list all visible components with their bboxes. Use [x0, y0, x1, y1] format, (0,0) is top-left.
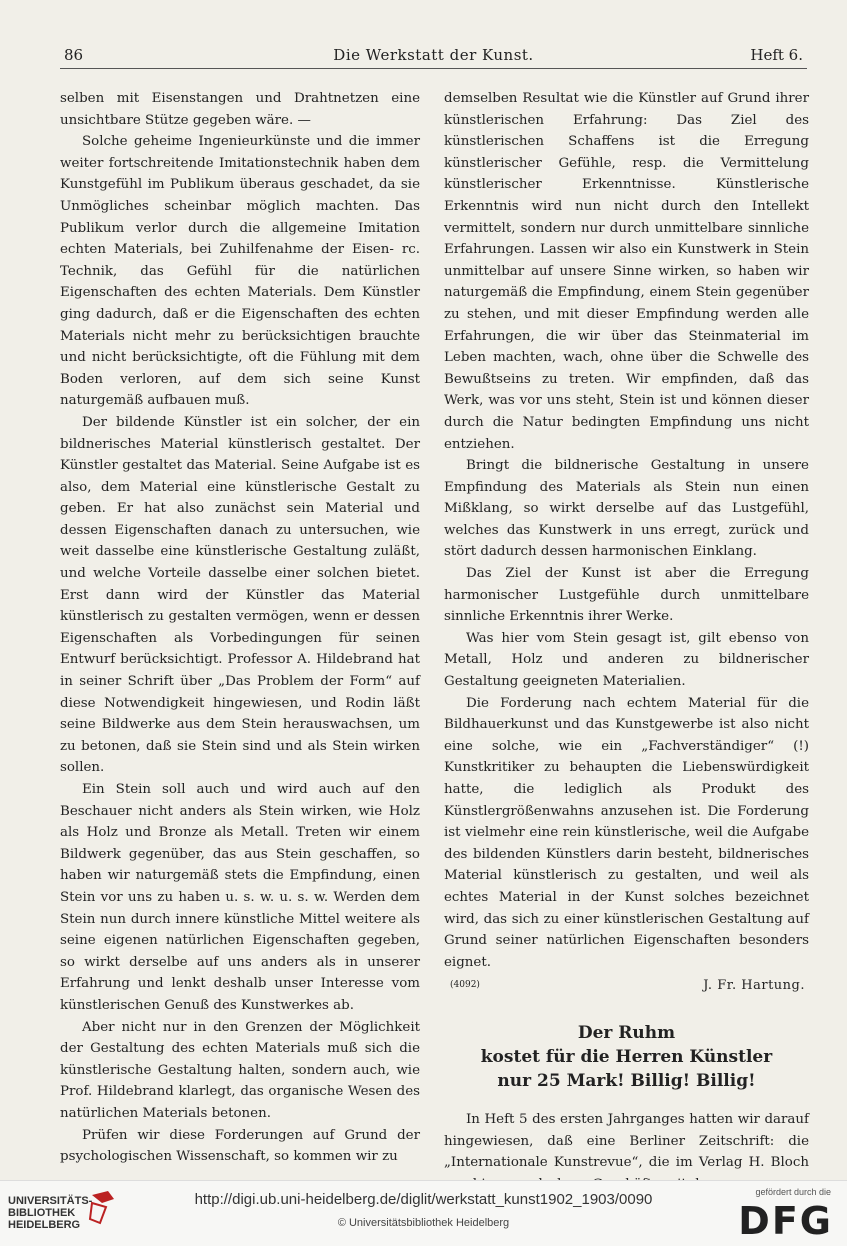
funding-note: gefördert durch die [755, 1187, 831, 1197]
copyright-notice: © Universitätsbibliothek Heidelberg [337, 1217, 510, 1229]
library-logo: UNIVERSITÄTS- BIBLIOTHEK HEIDELBERG [8, 1195, 93, 1231]
paragraph: Was hier vom Stein gesagt ist, gilt ebenso von Metall, Holz und anderen zu bildnerischer Gestaltung geeigneten Materialien. [444, 630, 809, 690]
title-line: kostet für die Herren Künstler [480, 1046, 773, 1067]
title-line: nur 25 Mark! Billig! Billig! [497, 1070, 756, 1091]
article-title [444, 1021, 809, 1093]
left-column [60, 88, 420, 1168]
paragraph: Das Ziel der Kunst ist aber die Erregung harmonischer Lustgefühle durch unmittelbare sinnliche Erkenntnis ihrer Werke. [444, 566, 809, 625]
page-number: 86 [64, 46, 84, 64]
right-column [444, 88, 809, 1195]
article-number: (4092) [450, 980, 480, 991]
author-name: J. Fr. Hartung. [703, 978, 805, 994]
paragraph: demselben Resultat wie die Künstler auf Grund ihrer künstlerischen Erfahrung: Das Ziel des künstlerischen Schaffens ist die Erregung künstlerischer Gefühle, resp. die Vermittelung künstlerischer Erkenntnisse. Künstlerische Erkenntnis wird nun nicht durch den Intellekt vermittelt, sondern nur durch unmittelbare sinnliche Erfahrungen. Lassen wir also ein Kunstwerk in Stein unmittelbar auf unsere Sinne wirken, so haben wir naturgemäß die Empfindung, einem Stein gegenüber zu stehen, und mit dieser Empfindung werden alle Erfahrungen, die wir über das Steinmaterial im Leben machten, wach, ohne über die Schwelle des Bewußtseins zu treten. Wir empfinden, daß das Werk, was vor uns steht, Stein ist und können dieser durch die Natur bedingten Empfindung uns nicht entziehen. [444, 91, 809, 452]
paragraph: Bringt die bildnerische Gestaltung in unsere Empfindung des Materials als Stein nun einen Mißklang, so wirkt derselbe auf das Lustgefühl, welches das Kunstwerk in uns erregt, zurück und stört dadurch dessen harmonischen Einklang. [444, 458, 809, 560]
paragraph: selben mit Eisenstangen und Drahtnetzen eine unsichtbare Stütze gegeben wäre. — [60, 91, 420, 128]
title-line: Der Ruhm [577, 1022, 676, 1043]
paragraph: In Heft 5 des ersten Jahrganges hatten wir darauf hingewiesen, daß eine Berliner Zeitschrift: die „Internationale Kunstrevue“, die im Verlag H. Bloch [444, 1111, 809, 1171]
paragraph: Solche geheime Ingenieurkünste und die immer weiter fortschreitende Imitationstechnik haben dem Kunstgefühl im Publikum überaus geschadet, da sie Unmögliches scheinbar möglich machten. Das Publikum verlor durch die allgemeine Imitation echten Materials, bei Zuhilfenahme der Eisen- rc. Technik, das Gefühl für die natürlichen Eigenschaften des echten Materials. Dem Künstler ging dadurch, daß er die Eigenschaften des echten Materials nicht mehr zu berücksichtigen brauchte und nicht berücksichtigte, oft die Fühlung mit dem Boden verloren, auf dem sich seine Kunst naturgemäß aufbauen muß. [60, 134, 420, 409]
paragraph: Prüfen wir diese Forderungen auf Grund der psychologischen Wissenschaft, so kommen wir zu [60, 1127, 420, 1165]
journal-title: Die Werkstatt der Kunst. [333, 46, 534, 64]
dfg-logo: DFG [738, 1199, 833, 1243]
issue-label: Heft 6. [750, 46, 803, 64]
paragraph: Der bildende Künstler ist ein solcher, der ein bildnerisches Material künstlerisch gestaltet. Der Künstler gestaltet das Material. Seine Aufgabe ist es also, dem Material eine künstlerische Gestalt zu geben. Er hat also zunächst sein Material und dessen Eigenschaften danach zu untersuchen, wie weit dasselbe eine künstlerische Gestaltung zuläßt, und welche Vorteile dasselbe einer solchen bietet. Erst dann wird der Künstler das Material künstlerisch zu gestalten vermögen, wenn er dessen Eigenschaften als Vorbedingungen für seinen Entwurf berücksichtigt. Professor A. Hildebrand hat in seiner Schrift über „Das Problem der Form“ auf diese Notwendigkeit hingewiesen, und Rodin läßt seine Bildwerke aus dem Stein herauswachsen, um zu betonen, daß sie Stein sind und als Stein wirken sollen. [60, 414, 420, 776]
library-footer [0, 1180, 847, 1246]
paragraph: Ein Stein soll auch und wird auch auf den Beschauer nicht anders als Stein wirken, wie Holz als Holz und Bronze als Metall. Treten wir einem Bildwerk gegenüber, das aus Stein geschaffen, so haben wir naturgemäß stets die Empfindung, einen Stein vor uns zu haben u. s. w. u. s. w. Werden dem Stein nun durch innere künstliche Mittel weitere als seine eigenen natürlichen Eigenschaften gegeben, so wirkt derselbe auf uns anders als in unserer Erfahrung und lenkt deshalb unser Interesse vom künstlerischen Genuß des Kunstwerkes ab. [60, 782, 420, 1013]
paragraph: Die Forderung nach echtem Material für die Bildhauerkunst und das Kunstgewerbe ist also nicht eine solche, wie ein „Fachverständiger“ (!) Kunstkritiker zu behaupten die Liebenswürdigkeit hatte, die lediglich als Produkt des Künstlergrößenwahns anzusehen ist. Die Forderung ist vielmehr eine rein künstlerische, weil die Aufgabe des bildenden Künstlers darin besteht, bildnerisches Material künstlerisch zu gestalten, und weil als echtes Material in der Kunst solches bezeichnet wird, das sich zu einer künstlerischen Gestaltung auf Grund seiner natürlichen Eigenschaften besonders eignet. [444, 695, 809, 970]
running-header [60, 44, 807, 69]
paragraph: Aber nicht nur in den Grenzen der Möglichkeit der Gestaltung des echten Materials muß sich die künstlerische Gestaltung halten, sondern auch, wie Prof. Hildebrand klarlegt, das organische Wesen des natürlichen Materials betonen. [60, 1019, 420, 1121]
article-signature [444, 975, 809, 997]
permalink-url[interactable]: http://digi.ub.uni-heidelberg.de/diglit/werkstatt_kunst1902_1903/0090 [194, 1191, 653, 1208]
